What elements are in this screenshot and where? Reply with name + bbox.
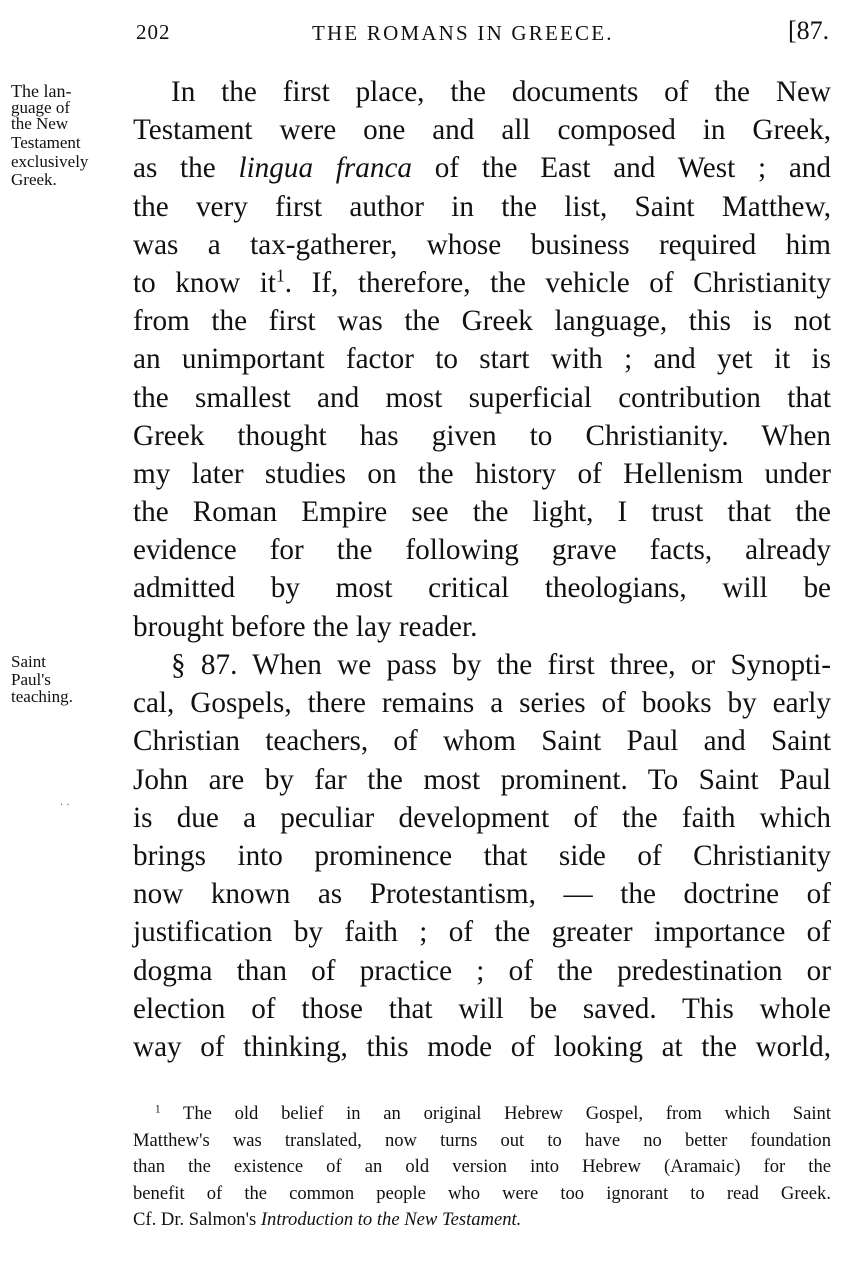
margin-note-line: The lan- [11, 81, 72, 101]
text-line: as the lingua franca of the East and West ; and [133, 152, 831, 185]
margin-note-line: teaching. [11, 687, 73, 706]
text-line: brought before the lay reader. [133, 610, 478, 643]
text-line: to know $it^1$. If, therefore, the vehicle of Christianity [133, 265, 831, 299]
text-line: Christian teachers, of whom Saint Paul and Saint [133, 725, 831, 758]
italic-title: Introduction to the New Testament. [260, 1209, 522, 1230]
text-line: the smallest and most superficial contribution that [133, 381, 831, 414]
footnote-line: $^1$ The old belief in an original Hebrew Gospel, from which Saint [155, 1103, 831, 1124]
text-line: evidence for the following grave facts, already [133, 534, 831, 567]
text-line: Greek thought has given to Christianity. When [133, 419, 831, 452]
text-line: the very first author in the list, Saint Matthew, [133, 190, 831, 223]
footnote-line: Cf. Dr. Salmon's Introduction to the New Testament. [133, 1209, 522, 1230]
text-line: way of thinking, this mode of looking at the world, [133, 1030, 831, 1063]
text-line: was a tax-gatherer, whose business required him [133, 228, 831, 261]
text-line: In the first place, the documents of the New [171, 76, 831, 108]
footnote-line: than the existence of an old version into Hebrew (Aramaic) for the [133, 1156, 831, 1177]
margin-note-line: the New [11, 113, 69, 133]
text-line: Testament were one and all composed in Greek, [133, 114, 831, 147]
italic-phrase: lingua franca [238, 152, 413, 185]
margin-note-line: guage of [11, 98, 71, 117]
text-line: from the first was the Greek language, this is not [133, 305, 831, 338]
margin-note-language [11, 82, 88, 188]
text-line: an unimportant factor to start with ; and yet it is [133, 343, 831, 376]
footnote-reference: 1 [275, 265, 285, 286]
text-line: brings into prominence that side of Christianity [133, 839, 831, 872]
text-line: the Roman Empire see the light, I trust that the [133, 496, 831, 529]
text-line: § 87. When we pass by the first three, or Synopti- [171, 649, 831, 681]
text-line: dogma than of practice ; of the predestination or [133, 954, 831, 987]
text-line: my later studies on the history of Hellenism under [133, 457, 831, 490]
section-marker: [87. [788, 16, 830, 45]
footnote [133, 1101, 831, 1234]
running-title: THE ROMANS IN GREECE. [312, 21, 614, 45]
text-line: now known as Protestantism, — the doctrine of [133, 878, 831, 911]
body-paragraph-1 [133, 73, 831, 646]
text-line: election of those that will be saved. This whole [133, 992, 831, 1025]
text-line: justification by faith ; of the greater importance of [133, 916, 831, 949]
page-number: 202 [136, 20, 171, 44]
margin-note-line: exclusively [11, 151, 89, 171]
margin-note-line: Testament [11, 133, 81, 152]
text-line: cal, Gospels, there remains a series of books by early [133, 687, 831, 720]
text-line: admitted by most critical theologians, will be [133, 572, 831, 605]
margin-note-line: Paul's [11, 669, 51, 689]
margin-note-line: Saint [11, 652, 46, 671]
footnote-line: Matthew's was translated, now turns out to have no better foundation [133, 1129, 831, 1151]
text-line: is due a peculiar development of the faith which [133, 801, 831, 834]
page-header [0, 18, 859, 52]
stray-dot: · · [60, 800, 70, 811]
margin-note-saint-paul [11, 654, 73, 705]
body-paragraph-2 [133, 646, 831, 1066]
margin-note-line: Greek. [11, 170, 57, 189]
text-line: John are by far the most prominent. To Saint Paul [133, 763, 831, 796]
footnote-line: benefit of the common people who were too ignorant to read Greek. [133, 1182, 831, 1204]
footnote-marker: 1 [155, 1103, 161, 1116]
